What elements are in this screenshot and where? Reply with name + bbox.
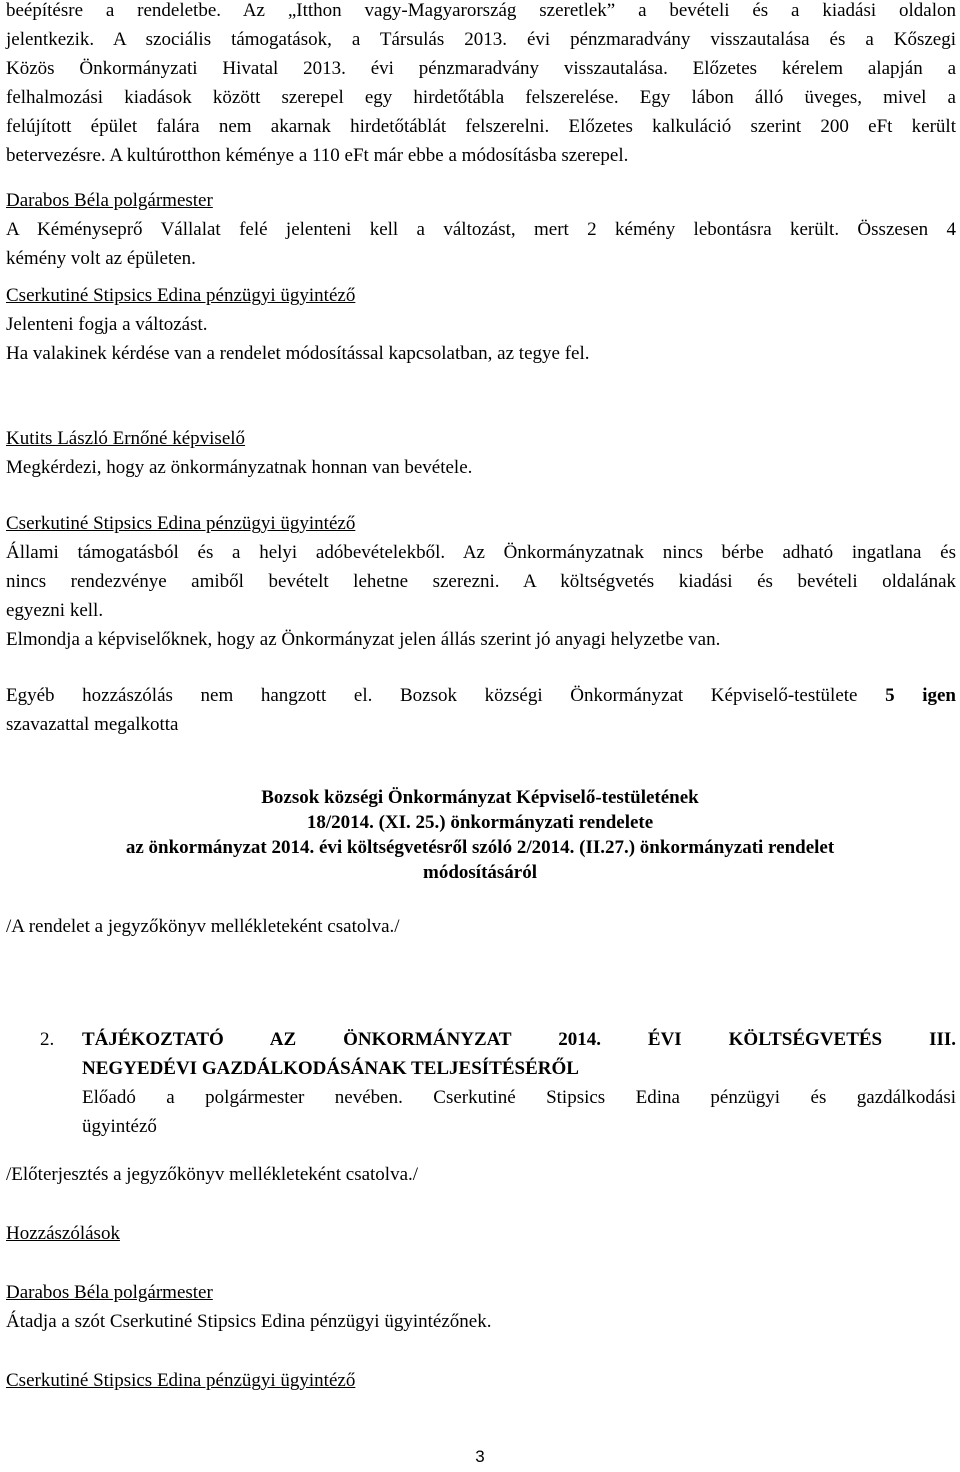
- decree-title-line: 18/2014. (XI. 25.) önkormányzati rendelete: [306, 812, 654, 833]
- page-number: 3: [475, 1447, 485, 1466]
- section-representative-question: [6, 424, 956, 482]
- text-line: szavazattal megalkotta: [6, 714, 179, 735]
- text-line: jelentkezik. A szociális támogatások, a Társulás 2013. évi pénzmaradvány visszautalása és a Kőszegi: [6, 29, 956, 50]
- section-mayor-handover: [6, 1278, 956, 1336]
- text-line: Közös Önkormányzati Hivatal 2013. évi pénzmaradvány visszautalása. Előzetes kérelem alapján a: [6, 58, 956, 79]
- vote-text: Egyéb hozzászólás nem hangzott el. Bozsok községi Önkormányzat Képviselő-testülete: [6, 685, 886, 706]
- paragraph-budget-items: [6, 0, 956, 170]
- text-line: kémény volt az épületen.: [6, 248, 196, 269]
- text-line: Megkérdezi, hogy az önkormányzatnak honnan van bevétele.: [6, 457, 473, 478]
- speaker-name: Cserkutiné Stipsics Edina pénzügyi ügyintéző: [6, 513, 356, 534]
- comments-heading: [6, 1219, 956, 1248]
- section-clerk-answer: [6, 509, 956, 654]
- text-line: Ha valakinek kérdése van a rendelet módosítással kapcsolatban, az tegye fel.: [6, 343, 590, 364]
- agenda-title-line: NEGYEDÉVI GAZDÁLKODÁSÁNAK TELJESÍTÉSÉRŐL: [82, 1058, 579, 1079]
- text-line: Jelenteni fogja a változást.: [6, 314, 208, 335]
- presenter-line: Előadó a polgármester nevében. Cserkutiné Stipsics Edina pénzügyi és gazdálkodási: [82, 1087, 956, 1108]
- attachment-note: [6, 912, 956, 941]
- text-line: /A rendelet a jegyzőkönyv mellékleteként csatolva./: [6, 916, 400, 937]
- text-line: egyezni kell.: [6, 600, 104, 621]
- speaker-name: Darabos Béla polgármester: [6, 190, 213, 211]
- text-line: beépítésre a rendeletbe. Az „Itthon vagy-Magyarország szeretlek” a bevételi és a kiadási oldalon: [6, 0, 956, 21]
- heading-text: Hozzászólások: [6, 1223, 120, 1244]
- decree-title-line: módosításáról: [423, 862, 537, 883]
- presenter-line: ügyintéző: [82, 1116, 157, 1137]
- decree-title-line: az önkormányzat 2014. évi költségvetésről szóló 2/2014. (II.27.) önkormányzati rendelet: [125, 837, 835, 858]
- text-line: Elmondja a képviselőknek, hogy az Önkormányzat jelen állás szerint jó anyagi helyzetbe van.: [6, 629, 721, 650]
- text-line: Átadja a szót Cserkutiné Stipsics Edina pénzügyi ügyintézőnek.: [6, 1311, 492, 1332]
- speaker-name: Cserkutiné Stipsics Edina pénzügyi ügyintéző: [6, 285, 356, 306]
- speaker-name: Cserkutiné Stipsics Edina pénzügyi ügyintéző: [6, 1370, 356, 1391]
- attachment-note: [6, 1160, 956, 1189]
- agenda-item-number: 2.: [40, 1029, 55, 1050]
- decree-title: [0, 785, 960, 885]
- text-line: betervezésre. A kultúrotthon kéménye a 110 eFt már ebbe a módosításba szerepel.: [6, 145, 629, 166]
- agenda-title-line: TÁJÉKOZTATÓ AZ ÖNKORMÁNYZAT 2014. ÉVI KÖLTSÉGVETÉS III.: [82, 1029, 956, 1050]
- section-mayor-chimney: [6, 186, 956, 273]
- speaker-name: Kutits László Ernőné képviselő: [6, 428, 246, 449]
- text-line: /Előterjesztés a jegyzőkönyv mellékleteként csatolva./: [6, 1164, 419, 1185]
- text-line: felújított épület falára nem akarnak hirdetőtáblát felszerelni. Előzetes kalkuláció szerint 200 eFt került: [6, 116, 956, 137]
- text-line: nincs rendezvénye amiből bevételt lehetne szerezni. A költségvetés kiadási és bevételi oldalának: [6, 571, 956, 592]
- speaker-name: Darabos Béla polgármester: [6, 1282, 213, 1303]
- decree-title-line: Bozsok községi Önkormányzat Képviselő-testületének: [261, 787, 699, 808]
- vote-line: [6, 681, 956, 710]
- text-line: Állami támogatásból és a helyi adóbevételekből. Az Önkormányzatnak nincs bérbe adható ingatlana és: [6, 542, 956, 563]
- text-line: felhalmozási kiadások között szerepel egy hirdetőtábla felszerelése. Egy lábon álló üveges, mivel a: [6, 87, 956, 108]
- vote-count: 5 igen: [885, 685, 956, 706]
- agenda-item: [82, 1025, 956, 1141]
- vote-paragraph: [6, 681, 956, 739]
- text-line: A Kéményseprő Vállalat felé jelenteni kell a változást, mert 2 kémény lebontásra került. Összesen 4: [6, 219, 956, 240]
- section-clerk-final: [6, 1366, 956, 1395]
- section-clerk-report: [6, 281, 956, 368]
